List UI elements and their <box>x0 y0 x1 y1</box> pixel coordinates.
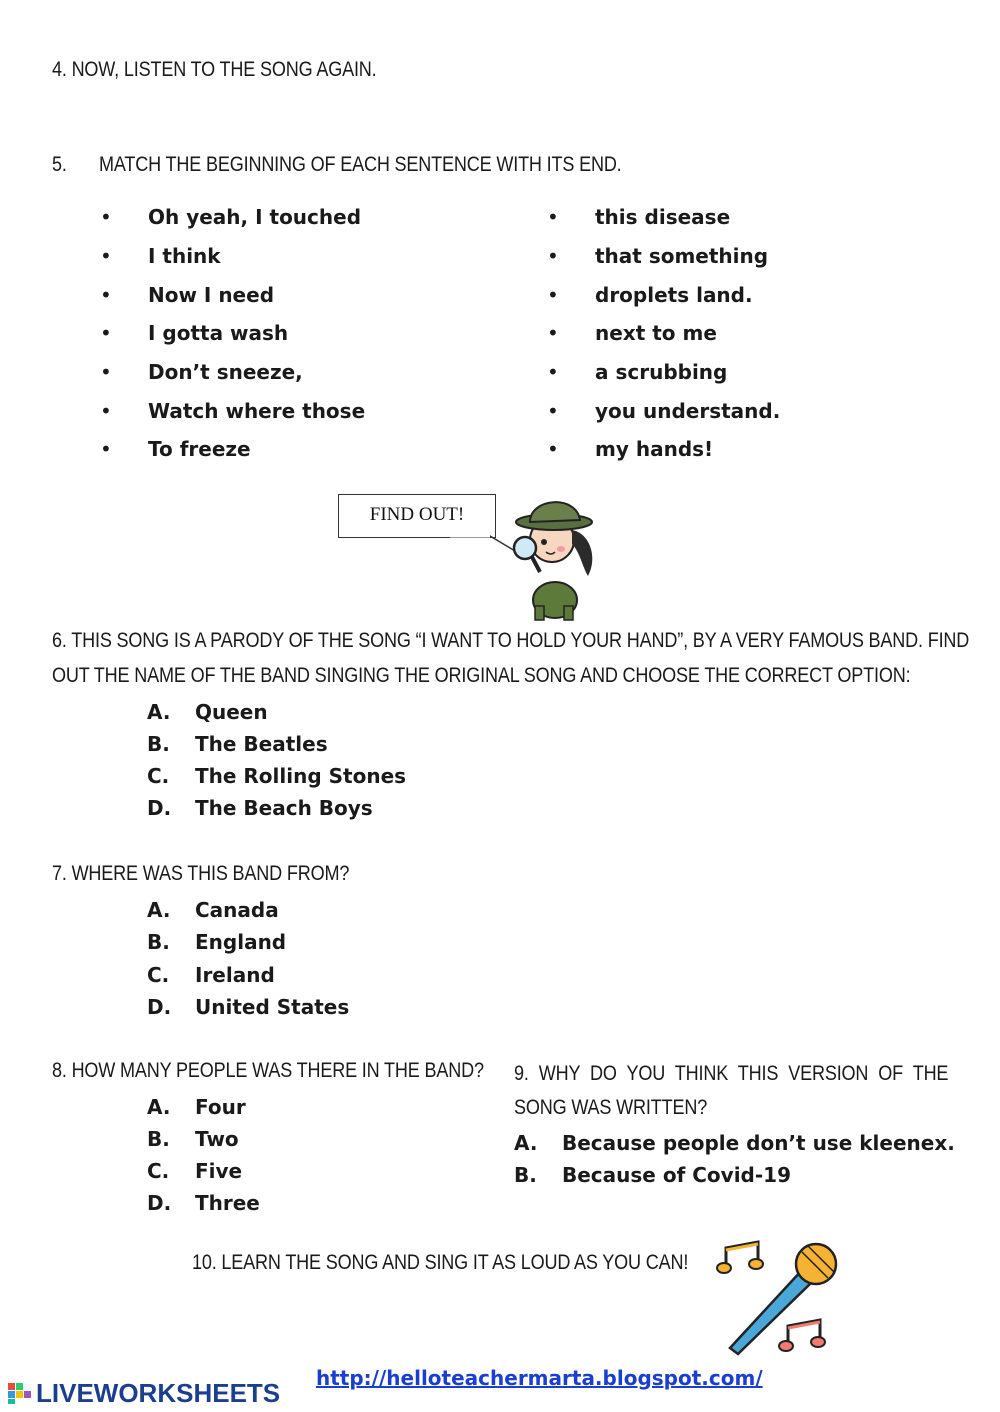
option-letter: C. <box>147 764 170 788</box>
bullet: • <box>547 437 559 461</box>
option-letter: B. <box>514 1163 537 1187</box>
match-left-item[interactable]: I gotta wash <box>148 321 289 345</box>
match-left-item[interactable]: To freeze <box>148 437 251 461</box>
option-letter: C. <box>147 963 170 987</box>
option-text[interactable]: Because people don’t use kleenex. <box>562 1131 955 1155</box>
option-text[interactable]: Five <box>195 1159 243 1183</box>
match-left-item[interactable]: Oh yeah, I touched <box>148 205 362 229</box>
blog-link[interactable]: http://helloteachermarta.blogspot.com/ <box>316 1366 763 1390</box>
magnifier-icon <box>514 537 536 559</box>
option-letter: A. <box>147 700 171 724</box>
match-right-item[interactable]: my hands! <box>595 437 714 461</box>
option-letter: A. <box>147 1095 171 1119</box>
option-text[interactable]: Because of Covid-19 <box>562 1163 791 1187</box>
option-text[interactable]: Canada <box>195 898 279 922</box>
match-right-item[interactable]: that something <box>595 244 769 268</box>
option-text[interactable]: The Beatles <box>195 732 328 756</box>
question-4-heading: 4. NOW, LISTEN TO THE SONG AGAIN. <box>52 58 377 81</box>
option-text[interactable]: Three <box>195 1191 260 1215</box>
match-left-item[interactable]: I think <box>148 244 221 268</box>
bullet: • <box>100 283 112 307</box>
option-text[interactable]: Queen <box>195 700 268 724</box>
bullet: • <box>100 360 112 384</box>
callout-tail <box>450 536 520 554</box>
question-6-line-2: OUT THE NAME OF THE BAND SINGING THE ORIGINAL SONG AND CHOOSE THE CORRECT OPTION: <box>52 664 911 687</box>
option-text[interactable]: The Beach Boys <box>195 796 373 820</box>
music-note-icon <box>717 1242 763 1273</box>
match-left-item[interactable]: Watch where those <box>148 399 366 423</box>
match-right-item[interactable]: a scrubbing <box>595 360 728 384</box>
option-text[interactable]: United States <box>195 995 350 1019</box>
bullet: • <box>547 205 559 229</box>
option-text[interactable]: Four <box>195 1095 246 1119</box>
find-out-callout: FIND OUT! <box>338 494 496 538</box>
option-letter: D. <box>147 1191 172 1215</box>
option-letter: B. <box>147 1127 170 1151</box>
bullet: • <box>100 205 112 229</box>
option-text[interactable]: Ireland <box>195 963 275 987</box>
music-note-icon <box>779 1320 825 1351</box>
option-letter: D. <box>147 796 172 820</box>
option-letter: A. <box>147 898 171 922</box>
option-letter: A. <box>514 1131 538 1155</box>
match-left-item[interactable]: Don’t sneeze, <box>148 360 303 384</box>
bullet: • <box>100 321 112 345</box>
match-right-item[interactable]: next to me <box>595 321 717 345</box>
bullet: • <box>547 283 559 307</box>
match-left-item[interactable]: Now I need <box>148 283 275 307</box>
match-right-item[interactable]: droplets land. <box>595 283 753 307</box>
question-9-line-2: SONG WAS WRITTEN? <box>514 1096 708 1119</box>
option-letter: B. <box>147 930 170 954</box>
option-letter: C. <box>147 1159 170 1183</box>
detective-hat <box>530 502 580 522</box>
logo-text: LIVEWORKSHEETS <box>36 1378 281 1408</box>
question-7-heading: 7. WHERE WAS THIS BAND FROM? <box>52 862 350 885</box>
bullet: • <box>547 399 559 423</box>
bullet: • <box>100 244 112 268</box>
option-text[interactable]: Two <box>195 1127 239 1151</box>
option-text[interactable]: The Rolling Stones <box>195 764 407 788</box>
match-right-item[interactable]: this disease <box>595 205 731 229</box>
option-letter: D. <box>147 995 172 1019</box>
bullet: • <box>547 321 559 345</box>
question-8-heading: 8. HOW MANY PEOPLE WAS THERE IN THE BAND? <box>52 1059 484 1082</box>
bullet: • <box>547 244 559 268</box>
bullet: • <box>100 437 112 461</box>
detective-hair <box>572 530 592 576</box>
match-right-item[interactable]: you understand. <box>595 399 781 423</box>
liveworksheets-logo[interactable] <box>8 1378 280 1409</box>
option-letter: B. <box>147 732 170 756</box>
bullet: • <box>547 360 559 384</box>
logo-blocks-icon <box>8 1381 34 1405</box>
question-5-heading: MATCH THE BEGINNING OF EACH SENTENCE WITH ITS END. <box>99 153 622 176</box>
microphone-icon <box>716 1236 846 1360</box>
question-9-line-1: 9. WHY DO YOU THINK THIS VERSION OF THE <box>514 1062 949 1085</box>
question-6-line-1: 6. THIS SONG IS A PARODY OF THE SONG “I WANT TO HOLD YOUR HAND”, BY A VERY FAMOUS BAND. FIND <box>52 629 970 652</box>
question-10-heading: 10. LEARN THE SONG AND SING IT AS LOUD AS YOU CAN! <box>192 1251 689 1274</box>
detective-illustration <box>430 488 630 623</box>
question-5-number: 5. <box>52 153 67 176</box>
option-text[interactable]: England <box>195 930 287 954</box>
bullet: • <box>100 399 112 423</box>
